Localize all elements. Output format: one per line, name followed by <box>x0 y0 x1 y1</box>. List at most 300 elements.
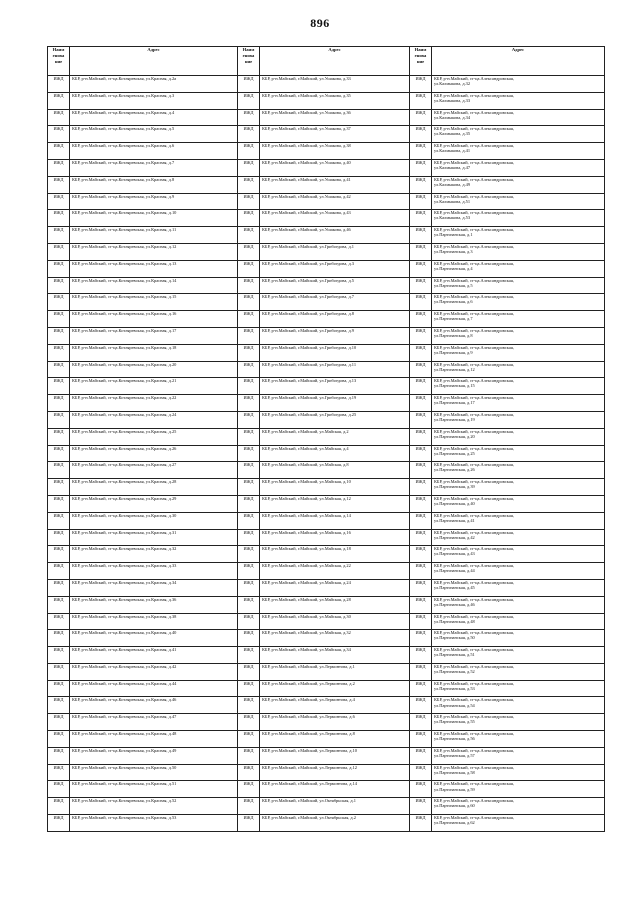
address-cell-2: КБР, р-н.Майский, г.Майский, ул.Грибоедова, д.3 <box>260 260 410 277</box>
address-cell-2: КБР, р-н.Майский, г.Майский, ул.Майская, д.2 <box>260 428 410 445</box>
address-cell-1: КБР, р-н.Майский, ст-ца.Котляревская, ул.Красная, д.36 <box>70 596 238 613</box>
address-cell-3: КБР, р-н.Майский, ст-ца.Александровская, ул.Партизанская, д.59 <box>432 781 605 798</box>
table-row <box>48 294 605 311</box>
address-cell-3: КБР, р-н.Майский, ст-ца.Александровская, ул.Калмыкова, д.33 <box>432 92 605 109</box>
address-cell-2: КБР, р-н.Майский, г.Майский, ул.Грибоедова, д.1 <box>260 243 410 260</box>
name-cell-3: ИЖД <box>410 579 432 596</box>
name-cell-1: ИЖД <box>48 428 70 445</box>
address-cell-3: КБР, р-н.Майский, ст-ца.Александровская, ул.Калмыкова, д.34 <box>432 109 605 126</box>
address-cell-2: КБР, р-н.Майский, г.Майский, ул.Грибоедова, д.19 <box>260 395 410 412</box>
address-cell-3: КБР, р-н.Майский, ст-ца.Александровская, ул.Партизанская, д.58 <box>432 764 605 781</box>
address-cell-3: КБР, р-н.Майский, ст-ца.Александровская, ул.Калмыкова, д.35 <box>432 126 605 143</box>
address-cell-2: КБР, р-н.Майский, г.Майский, ул.Октябрьская, д.2 <box>260 815 410 832</box>
table-row <box>48 159 605 176</box>
name-cell-3: ИЖД <box>410 495 432 512</box>
name-cell-1: ИЖД <box>48 512 70 529</box>
address-cell-1: КБР, р-н.Майский, ст-ца.Котляревская, ул.Красная, д.42 <box>70 663 238 680</box>
address-cell-3: КБР, р-н.Майский, ст-ца.Александровская, ул.Партизанская, д.62 <box>432 815 605 832</box>
address-cell-1: КБР, р-н.Майский, ст-ца.Котляревская, ул.Красная, д.30 <box>70 512 238 529</box>
address-cell-1: КБР, р-н.Майский, ст-ца.Котляревская, ул.Красная, д.40 <box>70 630 238 647</box>
address-cell-3: КБР, р-н.Майский, ст-ца.Александровская, ул.Партизанская, д.51 <box>432 647 605 664</box>
name-cell-1: ИЖД <box>48 747 70 764</box>
name-cell-1: ИЖД <box>48 563 70 580</box>
address-cell-3: КБР, р-н.Майский, ст-ца.Александровская, ул.Партизанская, д.45 <box>432 579 605 596</box>
header-name-col-2: Наим енова ние <box>238 47 260 76</box>
table-row <box>48 344 605 361</box>
address-cell-2: КБР, р-н.Майский, г.Майский, ул.Майская, д.22 <box>260 563 410 580</box>
address-cell-2: КБР, р-н.Майский, г.Майский, ул.Ушакова, д.41 <box>260 176 410 193</box>
table-row <box>48 815 605 832</box>
name-cell-3: ИЖД <box>410 596 432 613</box>
name-cell-2: ИЖД <box>238 176 260 193</box>
address-cell-1: КБР, р-н.Майский, ст-ца.Котляревская, ул.Красная, д.6 <box>70 143 238 160</box>
name-cell-3: ИЖД <box>410 411 432 428</box>
name-cell-1: ИЖД <box>48 76 70 93</box>
name-cell-2: ИЖД <box>238 344 260 361</box>
name-cell-3: ИЖД <box>410 613 432 630</box>
table-row <box>48 630 605 647</box>
name-cell-2: ИЖД <box>238 512 260 529</box>
name-cell-3: ИЖД <box>410 731 432 748</box>
table-row <box>48 411 605 428</box>
table-row <box>48 193 605 210</box>
table-row <box>48 462 605 479</box>
table-row <box>48 613 605 630</box>
name-cell-3: ИЖД <box>410 428 432 445</box>
address-cell-1: КБР, р-н.Майский, ст-ца.Котляревская, ул.Красная, д.25 <box>70 428 238 445</box>
name-cell-2: ИЖД <box>238 630 260 647</box>
name-cell-2: ИЖД <box>238 361 260 378</box>
address-cell-1: КБР, р-н.Майский, ст-ца.Котляревская, ул.Красная, д.13 <box>70 260 238 277</box>
name-cell-3: ИЖД <box>410 143 432 160</box>
name-cell-1: ИЖД <box>48 479 70 496</box>
address-cell-2: КБР, р-н.Майский, г.Майский, ул.Лермонтова, д.14 <box>260 781 410 798</box>
address-cell-1: КБР, р-н.Майский, ст-ца.Котляревская, ул.Красная, д.7 <box>70 159 238 176</box>
address-cell-2: КБР, р-н.Майский, г.Майский, ул.Майская, д.4 <box>260 445 410 462</box>
name-cell-1: ИЖД <box>48 361 70 378</box>
name-cell-1: ИЖД <box>48 445 70 462</box>
name-cell-3: ИЖД <box>410 546 432 563</box>
table-row <box>48 697 605 714</box>
name-cell-2: ИЖД <box>238 714 260 731</box>
name-cell-3: ИЖД <box>410 512 432 529</box>
address-cell-1: КБР, р-н.Майский, ст-ца.Котляревская, ул.Красная, д.44 <box>70 680 238 697</box>
name-cell-3: ИЖД <box>410 479 432 496</box>
table-row <box>48 495 605 512</box>
address-cell-1: КБР, р-н.Майский, ст-ца.Котляревская, ул.Красная, д.4 <box>70 109 238 126</box>
address-cell-3: КБР, р-н.Майский, ст-ца.Александровская, ул.Партизанская, д.39 <box>432 479 605 496</box>
name-cell-3: ИЖД <box>410 798 432 815</box>
address-cell-2: КБР, р-н.Майский, г.Майский, ул.Ушакова, д.37 <box>260 126 410 143</box>
address-cell-1: КБР, р-н.Майский, ст-ца.Котляревская, ул.Красная, д.53 <box>70 815 238 832</box>
address-cell-2: КБР, р-н.Майский, г.Майский, ул.Грибоедова, д.11 <box>260 361 410 378</box>
table-row <box>48 260 605 277</box>
address-cell-3: КБР, р-н.Майский, ст-ца.Александровская, ул.Партизанская, д.54 <box>432 697 605 714</box>
name-cell-3: ИЖД <box>410 210 432 227</box>
name-cell-2: ИЖД <box>238 747 260 764</box>
table-row <box>48 529 605 546</box>
name-cell-1: ИЖД <box>48 344 70 361</box>
address-cell-2: КБР, р-н.Майский, г.Майский, ул.Грибоедова, д.13 <box>260 378 410 395</box>
address-cell-2: КБР, р-н.Майский, г.Майский, ул.Ушакова, д.46 <box>260 227 410 244</box>
address-cell-1: КБР, р-н.Майский, ст-ца.Котляревская, ул.Красная, д.14 <box>70 277 238 294</box>
address-cell-2: КБР, р-н.Майский, г.Майский, ул.Октябрьская, д.1 <box>260 798 410 815</box>
table-row <box>48 596 605 613</box>
address-cell-1: КБР, р-н.Майский, ст-ца.Котляревская, ул.Красная, д.34 <box>70 579 238 596</box>
name-cell-2: ИЖД <box>238 781 260 798</box>
address-cell-1: КБР, р-н.Майский, ст-ца.Котляревская, ул.Красная, д.33 <box>70 563 238 580</box>
name-cell-2: ИЖД <box>238 613 260 630</box>
address-cell-3: КБР, р-н.Майский, ст-ца.Александровская, ул.Партизанская, д.15 <box>432 378 605 395</box>
name-cell-3: ИЖД <box>410 663 432 680</box>
header-address-col-1: Адрес <box>70 47 238 76</box>
name-cell-2: ИЖД <box>238 647 260 664</box>
table-row <box>48 227 605 244</box>
address-cell-1: КБР, р-н.Майский, ст-ца.Котляревская, ул.Красная, д.11 <box>70 227 238 244</box>
name-cell-2: ИЖД <box>238 764 260 781</box>
address-cell-2: КБР, р-н.Майский, г.Майский, ул.Ушакова, д.35 <box>260 92 410 109</box>
address-cell-3: КБР, р-н.Майский, ст-ца.Александровская, ул.Партизанская, д.6 <box>432 294 605 311</box>
name-cell-1: ИЖД <box>48 680 70 697</box>
header-name-col-3: Наим енова ние <box>410 47 432 76</box>
name-cell-2: ИЖД <box>238 143 260 160</box>
address-cell-1: КБР, р-н.Майский, ст-ца.Котляревская, ул.Красная, д.41 <box>70 647 238 664</box>
address-cell-3: КБР, р-н.Майский, ст-ца.Александровская, ул.Калмыкова, д.47 <box>432 159 605 176</box>
name-cell-3: ИЖД <box>410 529 432 546</box>
name-cell-3: ИЖД <box>410 395 432 412</box>
table-row <box>48 798 605 815</box>
address-cell-2: КБР, р-н.Майский, г.Майский, ул.Грибоедова, д.7 <box>260 294 410 311</box>
address-cell-1: КБР, р-н.Майский, ст-ца.Котляревская, ул.Красная, д.32 <box>70 546 238 563</box>
name-cell-2: ИЖД <box>238 731 260 748</box>
name-cell-3: ИЖД <box>410 311 432 328</box>
address-cell-3: КБР, р-н.Майский, ст-ца.Александровская, ул.Партизанская, д.3 <box>432 243 605 260</box>
name-cell-1: ИЖД <box>48 159 70 176</box>
name-cell-3: ИЖД <box>410 697 432 714</box>
name-cell-3: ИЖД <box>410 327 432 344</box>
address-cell-1: КБР, р-н.Майский, ст-ца.Котляревская, ул.Красная, д.3 <box>70 92 238 109</box>
table-row <box>48 126 605 143</box>
table-row <box>48 92 605 109</box>
address-cell-1: КБР, р-н.Майский, ст-ца.Котляревская, ул.Красная, д.17 <box>70 327 238 344</box>
name-cell-3: ИЖД <box>410 176 432 193</box>
name-cell-3: ИЖД <box>410 462 432 479</box>
address-cell-1: КБР, р-н.Майский, ст-ца.Котляревская, ул.Красная, д.24 <box>70 411 238 428</box>
name-cell-2: ИЖД <box>238 311 260 328</box>
address-cell-2: КБР, р-н.Майский, г.Майский, ул.Лермонтова, д.4 <box>260 697 410 714</box>
name-cell-2: ИЖД <box>238 109 260 126</box>
address-cell-2: КБР, р-н.Майский, г.Майский, ул.Ушакова, д.36 <box>260 109 410 126</box>
address-cell-2: КБР, р-н.Майский, г.Майский, ул.Майская, д.28 <box>260 596 410 613</box>
address-cell-1: КБР, р-н.Майский, ст-ца.Котляревская, ул.Красная, д.38 <box>70 613 238 630</box>
name-cell-2: ИЖД <box>238 546 260 563</box>
name-cell-1: ИЖД <box>48 109 70 126</box>
address-cell-3: КБР, р-н.Майский, ст-ца.Александровская, ул.Партизанская, д.43 <box>432 546 605 563</box>
address-cell-2: КБР, р-н.Майский, г.Майский, ул.Лермонтова, д.10 <box>260 747 410 764</box>
address-cell-2: КБР, р-н.Майский, г.Майский, ул.Ушакова, д.43 <box>260 210 410 227</box>
address-cell-3: КБР, р-н.Майский, ст-ца.Александровская, ул.Партизанская, д.20 <box>432 428 605 445</box>
name-cell-2: ИЖД <box>238 479 260 496</box>
name-cell-3: ИЖД <box>410 92 432 109</box>
name-cell-3: ИЖД <box>410 344 432 361</box>
name-cell-3: ИЖД <box>410 260 432 277</box>
address-cell-2: КБР, р-н.Майский, г.Майский, ул.Майская, д.10 <box>260 479 410 496</box>
address-cell-1: КБР, р-н.Майский, ст-ца.Котляревская, ул.Красная, д.5 <box>70 126 238 143</box>
address-cell-1: КБР, р-н.Майский, ст-ца.Котляревская, ул.Красная, д.27 <box>70 462 238 479</box>
address-cell-2: КБР, р-н.Майский, г.Майский, ул.Грибоедова, д.10 <box>260 344 410 361</box>
name-cell-3: ИЖД <box>410 361 432 378</box>
address-cell-2: КБР, р-н.Майский, г.Майский, ул.Грибоедова, д.9 <box>260 327 410 344</box>
address-cell-2: КБР, р-н.Майский, г.Майский, ул.Ушакова, д.33 <box>260 76 410 93</box>
table-row <box>48 361 605 378</box>
address-cell-2: КБР, р-н.Майский, г.Майский, ул.Майская, д.24 <box>260 579 410 596</box>
address-cell-1: КБР, р-н.Майский, ст-ца.Котляревская, ул.Красная, д.16 <box>70 311 238 328</box>
address-cell-3: КБР, р-н.Майский, ст-ца.Александровская, ул.Партизанская, д.26 <box>432 462 605 479</box>
table-row <box>48 512 605 529</box>
name-cell-2: ИЖД <box>238 529 260 546</box>
address-cell-3: КБР, р-н.Майский, ст-ца.Александровская, ул.Партизанская, д.25 <box>432 445 605 462</box>
name-cell-1: ИЖД <box>48 294 70 311</box>
name-cell-1: ИЖД <box>48 764 70 781</box>
address-cell-3: КБР, р-н.Майский, ст-ца.Александровская, ул.Партизанская, д.19 <box>432 411 605 428</box>
address-cell-3: КБР, р-н.Майский, ст-ца.Александровская, ул.Партизанская, д.4 <box>432 260 605 277</box>
table-row <box>48 445 605 462</box>
name-cell-1: ИЖД <box>48 815 70 832</box>
name-cell-3: ИЖД <box>410 126 432 143</box>
name-cell-3: ИЖД <box>410 159 432 176</box>
name-cell-2: ИЖД <box>238 798 260 815</box>
address-cell-1: КБР, р-н.Майский, ст-ца.Котляревская, ул.Красная, д.12 <box>70 243 238 260</box>
address-cell-3: КБР, р-н.Майский, ст-ца.Александровская, ул.Партизанская, д.56 <box>432 731 605 748</box>
address-cell-3: КБР, р-н.Майский, ст-ца.Александровская, ул.Партизанская, д.46 <box>432 596 605 613</box>
address-cell-1: КБР, р-н.Майский, ст-ца.Котляревская, ул.Красная, д.50 <box>70 764 238 781</box>
address-cell-2: КБР, р-н.Майский, г.Майский, ул.Майская, д.16 <box>260 529 410 546</box>
address-cell-1: КБР, р-н.Майский, ст-ца.Котляревская, ул.Красная, д.2а <box>70 76 238 93</box>
name-cell-3: ИЖД <box>410 76 432 93</box>
table-row <box>48 243 605 260</box>
table-row <box>48 680 605 697</box>
address-cell-3: КБР, р-н.Майский, ст-ца.Александровская, ул.Калмыкова, д.53 <box>432 210 605 227</box>
table-header-row <box>48 47 605 76</box>
name-cell-2: ИЖД <box>238 680 260 697</box>
header-address-col-2: Адрес <box>260 47 410 76</box>
address-registry-table <box>47 46 605 832</box>
name-cell-2: ИЖД <box>238 462 260 479</box>
address-cell-1: КБР, р-н.Майский, ст-ца.Котляревская, ул.Красная, д.46 <box>70 697 238 714</box>
table-row <box>48 579 605 596</box>
address-cell-3: КБР, р-н.Майский, ст-ца.Александровская, ул.Калмыкова, д.41 <box>432 143 605 160</box>
name-cell-2: ИЖД <box>238 495 260 512</box>
address-cell-2: КБР, р-н.Майский, г.Майский, ул.Лермонтова, д.2 <box>260 680 410 697</box>
address-cell-3: КБР, р-н.Майский, ст-ца.Александровская, ул.Партизанская, д.7 <box>432 311 605 328</box>
address-cell-2: КБР, р-н.Майский, г.Майский, ул.Майская, д.12 <box>260 495 410 512</box>
address-cell-1: КБР, р-н.Майский, ст-ца.Котляревская, ул.Красная, д.9 <box>70 193 238 210</box>
name-cell-1: ИЖД <box>48 495 70 512</box>
table-row <box>48 311 605 328</box>
name-cell-1: ИЖД <box>48 529 70 546</box>
name-cell-2: ИЖД <box>238 277 260 294</box>
address-cell-3: КБР, р-н.Майский, ст-ца.Александровская, ул.Партизанская, д.9 <box>432 344 605 361</box>
name-cell-2: ИЖД <box>238 92 260 109</box>
name-cell-2: ИЖД <box>238 126 260 143</box>
address-cell-3: КБР, р-н.Майский, ст-ца.Александровская, ул.Партизанская, д.53 <box>432 680 605 697</box>
table-row <box>48 647 605 664</box>
address-cell-2: КБР, р-н.Майский, г.Майский, ул.Лермонтова, д.6 <box>260 714 410 731</box>
name-cell-1: ИЖД <box>48 798 70 815</box>
name-cell-1: ИЖД <box>48 579 70 596</box>
table-row <box>48 563 605 580</box>
address-cell-1: КБР, р-н.Майский, ст-ца.Котляревская, ул.Красная, д.18 <box>70 344 238 361</box>
address-cell-2: КБР, р-н.Майский, г.Майский, ул.Майская, д.18 <box>260 546 410 563</box>
address-cell-2: КБР, р-н.Майский, г.Майский, ул.Ушакова, д.40 <box>260 159 410 176</box>
address-cell-2: КБР, р-н.Майский, г.Майский, ул.Ушакова, д.42 <box>260 193 410 210</box>
name-cell-3: ИЖД <box>410 243 432 260</box>
address-cell-2: КБР, р-н.Майский, г.Майский, ул.Грибоедова, д.5 <box>260 277 410 294</box>
address-cell-1: КБР, р-н.Майский, ст-ца.Котляревская, ул.Красная, д.28 <box>70 479 238 496</box>
address-cell-3: КБР, р-н.Майский, ст-ца.Александровская, ул.Партизанская, д.40 <box>432 495 605 512</box>
name-cell-2: ИЖД <box>238 159 260 176</box>
table-row <box>48 663 605 680</box>
header-address-col-3: Адрес <box>432 47 605 76</box>
header-name-col-1: Наим енова ние <box>48 47 70 76</box>
name-cell-1: ИЖД <box>48 311 70 328</box>
name-cell-1: ИЖД <box>48 462 70 479</box>
address-cell-2: КБР, р-н.Майский, г.Майский, ул.Лермонтова, д.1 <box>260 663 410 680</box>
table-row <box>48 731 605 748</box>
name-cell-3: ИЖД <box>410 647 432 664</box>
name-cell-1: ИЖД <box>48 143 70 160</box>
name-cell-2: ИЖД <box>238 260 260 277</box>
address-cell-2: КБР, р-н.Майский, г.Майский, ул.Майская, д.34 <box>260 647 410 664</box>
address-cell-2: КБР, р-н.Майский, г.Майский, ул.Ушакова, д.38 <box>260 143 410 160</box>
address-cell-3: КБР, р-н.Майский, ст-ца.Александровская, ул.Партизанская, д.42 <box>432 529 605 546</box>
table-row <box>48 327 605 344</box>
address-cell-2: КБР, р-н.Майский, г.Майский, ул.Майская, д.32 <box>260 630 410 647</box>
address-cell-1: КБР, р-н.Майский, ст-ца.Котляревская, ул.Красная, д.31 <box>70 529 238 546</box>
address-cell-3: КБР, р-н.Майский, ст-ца.Александровская, ул.Партизанская, д.1 <box>432 227 605 244</box>
address-cell-2: КБР, р-н.Майский, г.Майский, ул.Майская, д.8 <box>260 462 410 479</box>
name-cell-2: ИЖД <box>238 815 260 832</box>
address-cell-3: КБР, р-н.Майский, ст-ца.Александровская, ул.Партизанская, д.50 <box>432 630 605 647</box>
address-cell-3: КБР, р-н.Майский, ст-ца.Александровская, ул.Партизанская, д.8 <box>432 327 605 344</box>
name-cell-1: ИЖД <box>48 92 70 109</box>
table-row <box>48 428 605 445</box>
name-cell-3: ИЖД <box>410 294 432 311</box>
name-cell-2: ИЖД <box>238 395 260 412</box>
address-cell-1: КБР, р-н.Майский, ст-ца.Котляревская, ул.Красная, д.20 <box>70 361 238 378</box>
address-cell-3: КБР, р-н.Майский, ст-ца.Александровская, ул.Партизанская, д.48 <box>432 613 605 630</box>
address-cell-3: КБР, р-н.Майский, ст-ца.Александровская, ул.Партизанская, д.57 <box>432 747 605 764</box>
name-cell-3: ИЖД <box>410 563 432 580</box>
name-cell-3: ИЖД <box>410 747 432 764</box>
address-cell-3: КБР, р-н.Майский, ст-ца.Александровская, ул.Калмыкова, д.51 <box>432 193 605 210</box>
address-cell-1: КБР, р-н.Майский, ст-ца.Котляревская, ул.Красная, д.15 <box>70 294 238 311</box>
name-cell-3: ИЖД <box>410 445 432 462</box>
address-cell-1: КБР, р-н.Майский, ст-ца.Котляревская, ул.Красная, д.47 <box>70 714 238 731</box>
table-row <box>48 395 605 412</box>
name-cell-3: ИЖД <box>410 815 432 832</box>
name-cell-1: ИЖД <box>48 277 70 294</box>
name-cell-1: ИЖД <box>48 210 70 227</box>
name-cell-3: ИЖД <box>410 227 432 244</box>
name-cell-2: ИЖД <box>238 210 260 227</box>
address-cell-2: КБР, р-н.Майский, г.Майский, ул.Майская, д.14 <box>260 512 410 529</box>
name-cell-2: ИЖД <box>238 563 260 580</box>
name-cell-1: ИЖД <box>48 731 70 748</box>
name-cell-3: ИЖД <box>410 714 432 731</box>
name-cell-1: ИЖД <box>48 327 70 344</box>
name-cell-3: ИЖД <box>410 764 432 781</box>
name-cell-2: ИЖД <box>238 243 260 260</box>
address-cell-3: КБР, р-н.Майский, ст-ца.Александровская, ул.Партизанская, д.17 <box>432 395 605 412</box>
address-cell-3: КБР, р-н.Майский, ст-ца.Александровская, ул.Калмыкова, д.32 <box>432 76 605 93</box>
address-cell-3: КБР, р-н.Майский, ст-ца.Александровская, ул.Партизанская, д.52 <box>432 663 605 680</box>
table-row <box>48 176 605 193</box>
name-cell-1: ИЖД <box>48 697 70 714</box>
name-cell-1: ИЖД <box>48 176 70 193</box>
address-cell-1: КБР, р-н.Майский, ст-ца.Котляревская, ул.Красная, д.29 <box>70 495 238 512</box>
name-cell-1: ИЖД <box>48 781 70 798</box>
address-cell-1: КБР, р-н.Майский, ст-ца.Котляревская, ул.Красная, д.8 <box>70 176 238 193</box>
address-cell-3: КБР, р-н.Майский, ст-ца.Александровская, ул.Партизанская, д.12 <box>432 361 605 378</box>
name-cell-1: ИЖД <box>48 378 70 395</box>
table-row <box>48 109 605 126</box>
name-cell-3: ИЖД <box>410 781 432 798</box>
address-cell-2: КБР, р-н.Майский, г.Майский, ул.Грибоедова, д.25 <box>260 411 410 428</box>
table-row <box>48 479 605 496</box>
address-cell-3: КБР, р-н.Майский, ст-ца.Александровская, ул.Партизанская, д.5 <box>432 277 605 294</box>
name-cell-2: ИЖД <box>238 579 260 596</box>
table-row <box>48 546 605 563</box>
name-cell-1: ИЖД <box>48 546 70 563</box>
address-cell-3: КБР, р-н.Майский, ст-ца.Александровская, ул.Калмыкова, д.49 <box>432 176 605 193</box>
name-cell-3: ИЖД <box>410 378 432 395</box>
name-cell-2: ИЖД <box>238 596 260 613</box>
name-cell-3: ИЖД <box>410 109 432 126</box>
address-cell-1: КБР, р-н.Майский, ст-ца.Котляревская, ул.Красная, д.48 <box>70 731 238 748</box>
table-row <box>48 76 605 93</box>
address-cell-3: КБР, р-н.Майский, ст-ца.Александровская, ул.Партизанская, д.60 <box>432 798 605 815</box>
table-row <box>48 714 605 731</box>
table-body <box>48 76 605 832</box>
address-cell-3: КБР, р-н.Майский, ст-ца.Александровская, ул.Партизанская, д.41 <box>432 512 605 529</box>
table-row <box>48 747 605 764</box>
address-cell-1: КБР, р-н.Майский, ст-ца.Котляревская, ул.Красная, д.21 <box>70 378 238 395</box>
name-cell-1: ИЖД <box>48 395 70 412</box>
address-cell-2: КБР, р-н.Майский, г.Майский, ул.Лермонтова, д.12 <box>260 764 410 781</box>
address-cell-2: КБР, р-н.Майский, г.Майский, ул.Майская, д.30 <box>260 613 410 630</box>
name-cell-2: ИЖД <box>238 76 260 93</box>
address-cell-1: КБР, р-н.Майский, ст-ца.Котляревская, ул.Красная, д.49 <box>70 747 238 764</box>
name-cell-1: ИЖД <box>48 647 70 664</box>
name-cell-3: ИЖД <box>410 193 432 210</box>
name-cell-1: ИЖД <box>48 663 70 680</box>
name-cell-2: ИЖД <box>238 378 260 395</box>
name-cell-2: ИЖД <box>238 428 260 445</box>
name-cell-1: ИЖД <box>48 227 70 244</box>
address-cell-2: КБР, р-н.Майский, г.Майский, ул.Лермонтова, д.8 <box>260 731 410 748</box>
name-cell-2: ИЖД <box>238 445 260 462</box>
name-cell-1: ИЖД <box>48 243 70 260</box>
name-cell-2: ИЖД <box>238 193 260 210</box>
table-row <box>48 143 605 160</box>
page-number: 896 <box>310 16 330 30</box>
address-cell-1: КБР, р-н.Майский, ст-ца.Котляревская, ул.Красная, д.26 <box>70 445 238 462</box>
address-cell-3: КБР, р-н.Майский, ст-ца.Александровская, ул.Партизанская, д.55 <box>432 714 605 731</box>
name-cell-2: ИЖД <box>238 227 260 244</box>
name-cell-2: ИЖД <box>238 697 260 714</box>
table-row <box>48 781 605 798</box>
